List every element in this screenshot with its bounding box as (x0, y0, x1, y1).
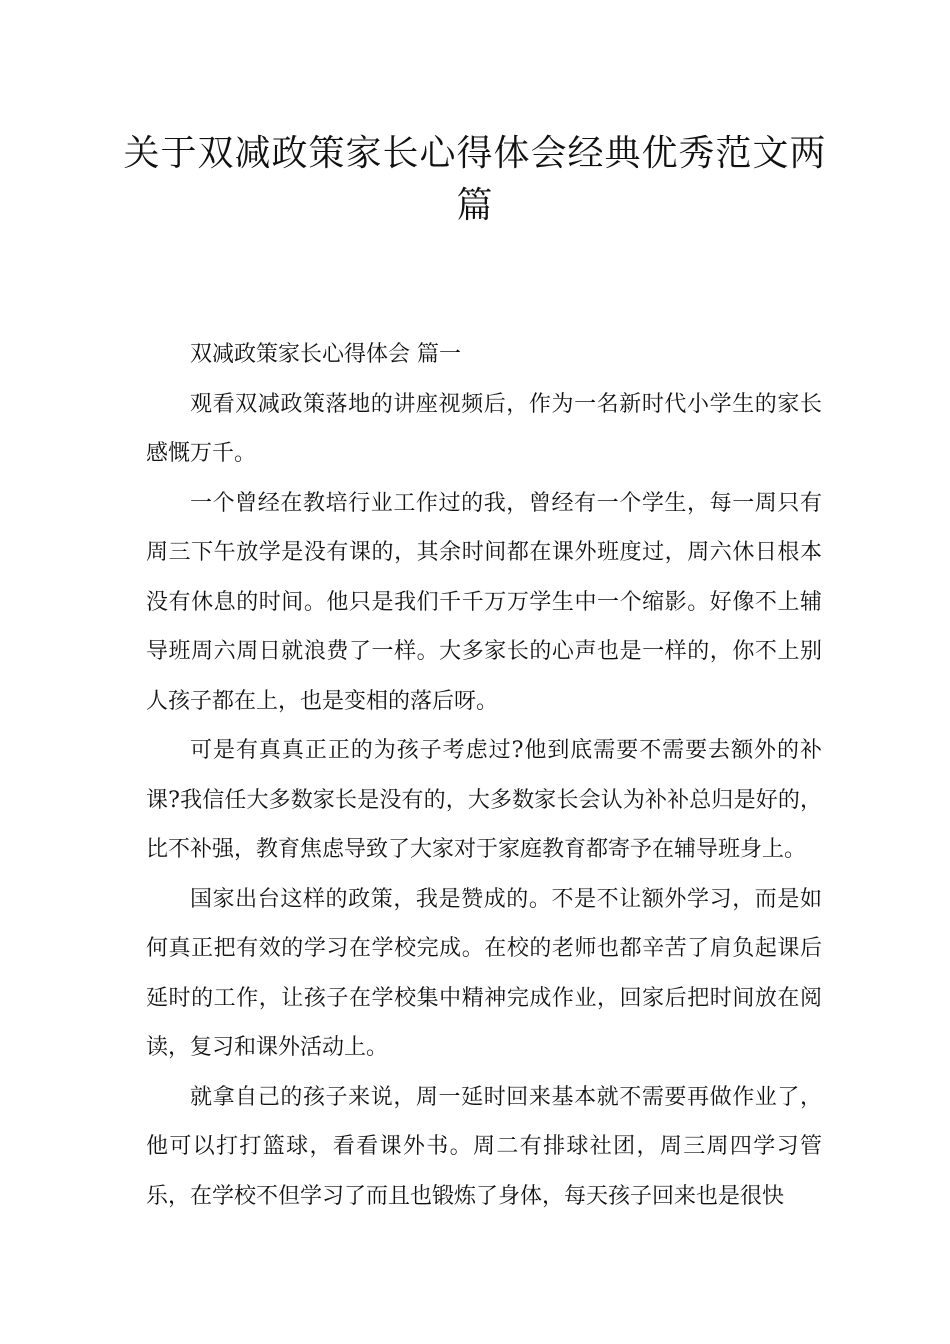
section-heading: 双减政策家长心得体会 篇一 (190, 342, 461, 367)
paragraph-4: 国家出台这样的政策，我是赞成的。不是不让额外学习，而是如何真正把有效的学习在学校完成。在校的老师也都辛苦了肩负起课后延时的工作，让孩子在学校集中精神完成作业，回家后把时间放在阅读，复习和课外活动上。 (146, 886, 822, 1060)
document-body (146, 330, 822, 1221)
paragraph-5: 就拿自己的孩子来说，周一延时回来基本就不需要再做作业了，他可以打打篮球，看看课外书。周二有排球社团，周三周四学习管乐，在学校不但学习了而且也锻炼了身体，每天孩子回来也是很快 (146, 1084, 822, 1209)
document-title: 关于双减政策家长心得体会经典优秀范文两篇 (123, 133, 827, 226)
paragraph-3: 可是有真真正正的为孩子考虑过?他到底需要不需要去额外的补课?我信任大多数家长是没有的，大多数家长会认为补补总归是好的，比不补强，教育焦虑导致了大家对于家庭教育都寄予在辅导班身上。 (146, 738, 822, 862)
paragraph-2: 一个曾经在教培行业工作过的我，曾经有一个学生，每一周只有周三下午放学是没有课的，其余时间都在课外班度过，周六休日根本没有休息的时间。他只是我们千千万万学生中一个缩影。好像不上辅导班周六周日就浪费了一样。大多家长的心声也是一样的，你不上别人孩子都在上，也是变相的落后呀。 (146, 490, 822, 714)
paragraph-1: 观看双减政策落地的讲座视频后，作为一名新时代小学生的家长感慨万千。 (146, 391, 822, 466)
